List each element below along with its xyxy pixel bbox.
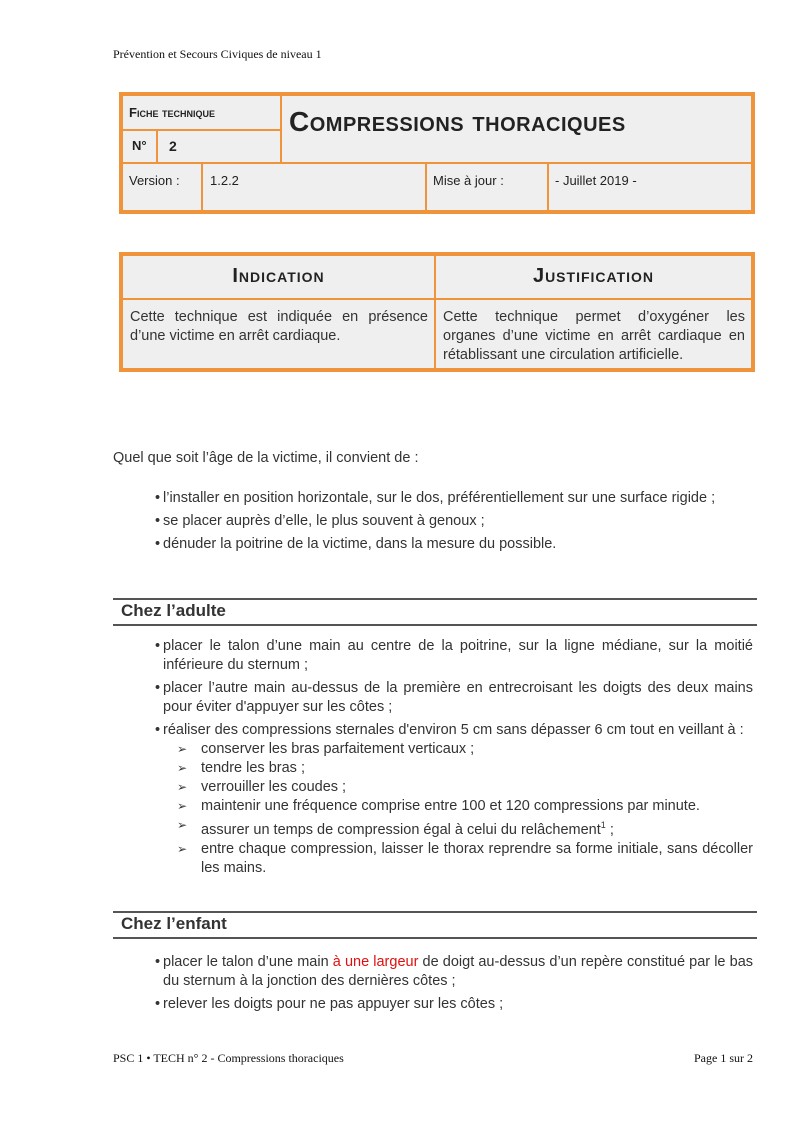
section-heading: Chez l’enfant xyxy=(121,914,227,933)
sub-list-item: ➢ conserver les bras parfaitement verticaux ; xyxy=(177,741,475,757)
section-heading: Chez l’adulte xyxy=(121,601,226,620)
indication-heading: Indication xyxy=(232,265,325,287)
fiche-label-cell xyxy=(122,95,281,130)
version-label-cell xyxy=(122,163,202,211)
list-item: • se placer auprès d’elle, le plus souvent à genoux ; xyxy=(155,512,753,531)
fiche-technique-box xyxy=(119,92,755,214)
justification-heading: Justification xyxy=(532,265,655,287)
version-value-cell xyxy=(202,163,426,211)
update-value: - Juillet 2019 - xyxy=(555,173,637,188)
arrow-bullet-icon: ➢ xyxy=(177,799,188,813)
indication-body-cell xyxy=(122,299,435,369)
justification-head-cell xyxy=(435,255,752,299)
list-item: • réaliser des compressions sternales d'environ 5 cm sans dépasser 6 cm tout en veillant à : xyxy=(155,721,753,740)
list-item: • relever les doigts pour ne pas appuyer sur les côtes ; xyxy=(155,995,753,1014)
indication-table xyxy=(119,252,755,372)
highlight-text: à une largeur xyxy=(332,954,419,970)
list-item: • placer le talon d’une main à une largeur de doigt au-dessus d’un repère constitué par le bas du sternum à la jonction des dernières côtes ; xyxy=(155,953,753,991)
list-item: • l’installer en position horizontale, sur le dos, préférentiellement sur une surface rigide ; xyxy=(155,489,753,508)
page-title: Compressions thoraciques xyxy=(289,106,626,137)
page-number: Page 1 sur 2 xyxy=(694,1051,753,1065)
update-label: Mise à jour : xyxy=(433,173,504,188)
section-adulte xyxy=(113,598,757,626)
version-value: 1.2.2 xyxy=(210,173,239,188)
sub-list-item: ➢ maintenir une fréquence comprise entre 100 et 120 compressions par minute. xyxy=(177,798,700,814)
section-enfant xyxy=(113,911,757,939)
running-header: Prévention et Secours Civiques de niveau 1 xyxy=(113,47,322,61)
no-label: N° xyxy=(132,138,147,153)
adulte-list xyxy=(155,637,753,878)
arrow-bullet-icon: ➢ xyxy=(177,780,188,794)
no-label-cell xyxy=(122,130,157,163)
arrow-bullet-icon: ➢ xyxy=(177,818,188,832)
justification-text: Cette technique permet d’oxygéner les organes d’une victime en arrêt cardiaque en rétablissant une circulation artificielle. xyxy=(443,309,745,363)
arrow-bullet-icon: ➢ xyxy=(177,761,188,775)
list-item: • dénuder la poitrine de la victime, dans la mesure du possible. xyxy=(155,535,753,554)
indication-text: Cette technique est indiquée en présence d’une victime en arrêt cardiaque. xyxy=(130,309,428,344)
sub-list-item: ➢ verrouiller les coudes ; xyxy=(177,779,347,795)
enfant-list xyxy=(155,953,753,1018)
arrow-bullet-icon: ➢ xyxy=(177,841,188,856)
indication-head-cell xyxy=(122,255,435,299)
intro-lead: Quel que soit l’âge de la victime, il convient de : xyxy=(113,450,419,466)
update-label-cell xyxy=(426,163,548,211)
no-value-cell xyxy=(157,130,281,163)
sub-list-item: ➢ assurer un temps de compression égal à celui du relâchement$^1$ ; xyxy=(177,818,614,838)
version-label: Version : xyxy=(129,173,180,188)
footnote-marker: 1 xyxy=(600,820,606,830)
sub-list-item: ➢ entre chaque compression, laisser le thorax reprendre sa forme initiale, sans décoller les mains. xyxy=(177,840,753,876)
fiche-label: Fiche technique xyxy=(129,105,216,120)
adulte-sublist xyxy=(177,740,753,878)
title-cell xyxy=(281,95,752,163)
sub-list-item: ➢ tendre les bras ; xyxy=(177,760,305,776)
footer-title: PSC 1 • TECH n° 2 - Compressions thoraciques xyxy=(113,1051,344,1065)
no-value: 2 xyxy=(169,138,177,154)
arrow-bullet-icon: ➢ xyxy=(177,742,188,756)
list-item: • placer le talon d’une main au centre de la poitrine, sur la ligne médiane, sur la moitié inférieure du sternum ; xyxy=(155,637,753,675)
list-item: • placer l’autre main au-dessus de la première en entrecroisant les doigts des deux mains pour éviter d'appuyer sur les côtes ; xyxy=(155,679,753,717)
update-value-cell xyxy=(548,163,752,211)
justification-body-cell xyxy=(435,299,752,369)
intro-list xyxy=(155,489,753,558)
